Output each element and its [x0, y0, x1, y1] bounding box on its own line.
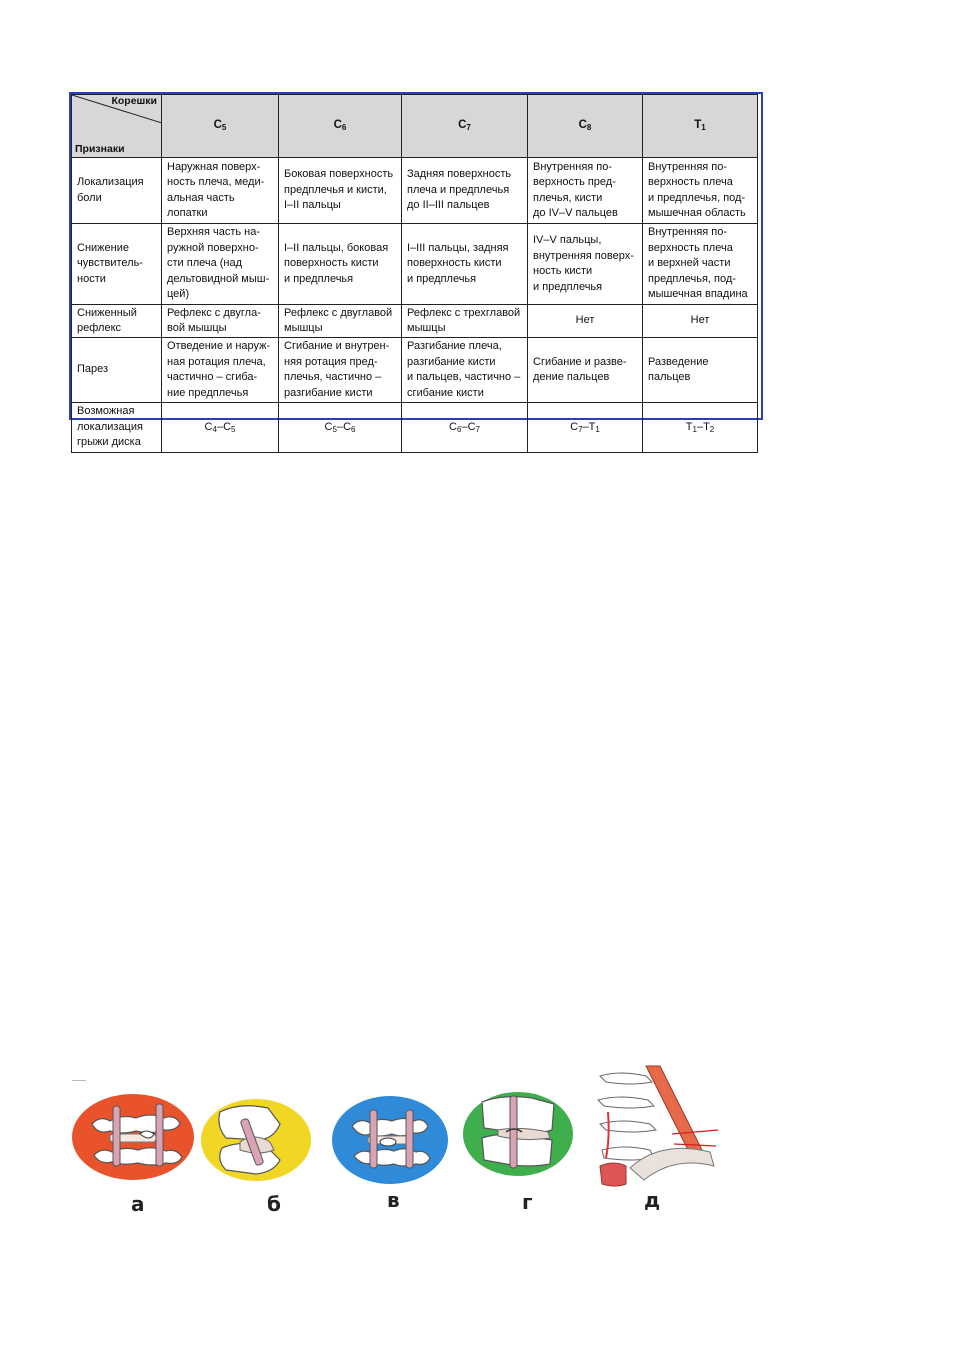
table-cell: IV–V пальцы, внутренняя поверх- ность кисти и предплечья	[528, 224, 643, 305]
table-cell: $T_1-T_2$	[643, 403, 758, 453]
figure-label-c: в	[387, 1188, 400, 1212]
illustration-c	[332, 1096, 448, 1184]
figure-label-b: б	[267, 1192, 281, 1216]
root-syndromes-table	[71, 94, 758, 453]
table-cell: $C_5-C_6$	[279, 403, 402, 453]
table-cell: Нет	[528, 305, 643, 338]
table-cell: Верхняя часть на- ружной поверхно- сти плеча (над дельтовидной мыш- цей)	[162, 224, 279, 305]
column-header-c7: $C_7$	[402, 95, 528, 158]
figure-label-a: а	[131, 1192, 145, 1216]
table-row-paresis	[72, 338, 758, 403]
root-syndromes-table-frame	[69, 92, 763, 449]
table-cell: Разгибание плеча, разгибание кисти и пальцев, частично – сгибание кисти	[402, 338, 528, 403]
row-label-paresis: Парез	[72, 338, 162, 403]
corner-cell	[72, 95, 162, 158]
table-cell: I–II пальцы, боковая поверхность кисти и предплечья	[279, 224, 402, 305]
table-cell: Задняя поверхность плеча и предплечья до II–III пальцев	[402, 158, 528, 224]
table-cell: Разведение пальцев	[643, 338, 758, 403]
table-row-reduced-reflex	[72, 305, 758, 338]
corner-label-signs: Признаки	[75, 142, 125, 155]
table-cell: I–III пальцы, задняя поверхность кисти и предплечья	[402, 224, 528, 305]
figure-label-d: г	[522, 1190, 533, 1214]
table-cell: Наружная поверх- ность плеча, меди- альная часть лопатки	[162, 158, 279, 224]
illustration-a	[72, 1094, 194, 1180]
figure-label-e: д	[644, 1188, 661, 1212]
table-cell: Боковая поверхность предплечья и кисти, I–II пальцы	[279, 158, 402, 224]
table-cell: Рефлекс с трехглавой мышцы	[402, 305, 528, 338]
row-label-hernia-localization: Возможная локализация грыжи диска	[72, 403, 162, 453]
table-cell: Внутренняя по- верхность плеча и верхней части предплечья, под- мышечная впадина	[643, 224, 758, 305]
table-cell: $C_7-T_1$	[528, 403, 643, 453]
illustration-b	[201, 1099, 311, 1181]
table-cell: Рефлекс с двуглавой мышцы	[279, 305, 402, 338]
illustration-d	[463, 1092, 573, 1176]
column-header-t1: $T_1$	[643, 95, 758, 158]
column-header-c5: $C_5$	[162, 95, 279, 158]
illustration-e	[598, 1066, 718, 1186]
row-label-sensitivity-decrease: Снижение чувствитель- ности	[72, 224, 162, 305]
table-cell: Сгибание и внутрен- няя ротация пред- плечья, частично – разгибание кисти	[279, 338, 402, 403]
table-header-row	[72, 95, 758, 158]
table-row-hernia-localization	[72, 403, 758, 453]
row-label-pain-localization: Локализация боли	[72, 158, 162, 224]
table-cell: Нет	[643, 305, 758, 338]
corner-label-roots: Корешки	[111, 95, 157, 107]
table-cell: Внутренняя по- верхность плеча и предплечья, под- мышечная область	[643, 158, 758, 224]
column-header-c8: $C_8$	[528, 95, 643, 158]
table-cell: Рефлекс с двугла- вой мышцы	[162, 305, 279, 338]
table-cell: Отведение и наруж- ная ротация плеча, частично – сгиба- ние предплечья	[162, 338, 279, 403]
spine-illustrations	[70, 1062, 720, 1222]
row-label-reduced-reflex: Сниженный рефлекс	[72, 305, 162, 338]
column-header-c6: $C_6$	[279, 95, 402, 158]
table-cell: Сгибание и разве- дение пальцев	[528, 338, 643, 403]
table-row-sensitivity-decrease	[72, 224, 758, 305]
table-cell: Внутренняя по- верхность пред- плечья, кисти до IV–V пальцев	[528, 158, 643, 224]
table-cell: $C_4-C_5$	[162, 403, 279, 453]
table-row-pain-localization	[72, 158, 758, 224]
table-cell: $C_6-C_7$	[402, 403, 528, 453]
